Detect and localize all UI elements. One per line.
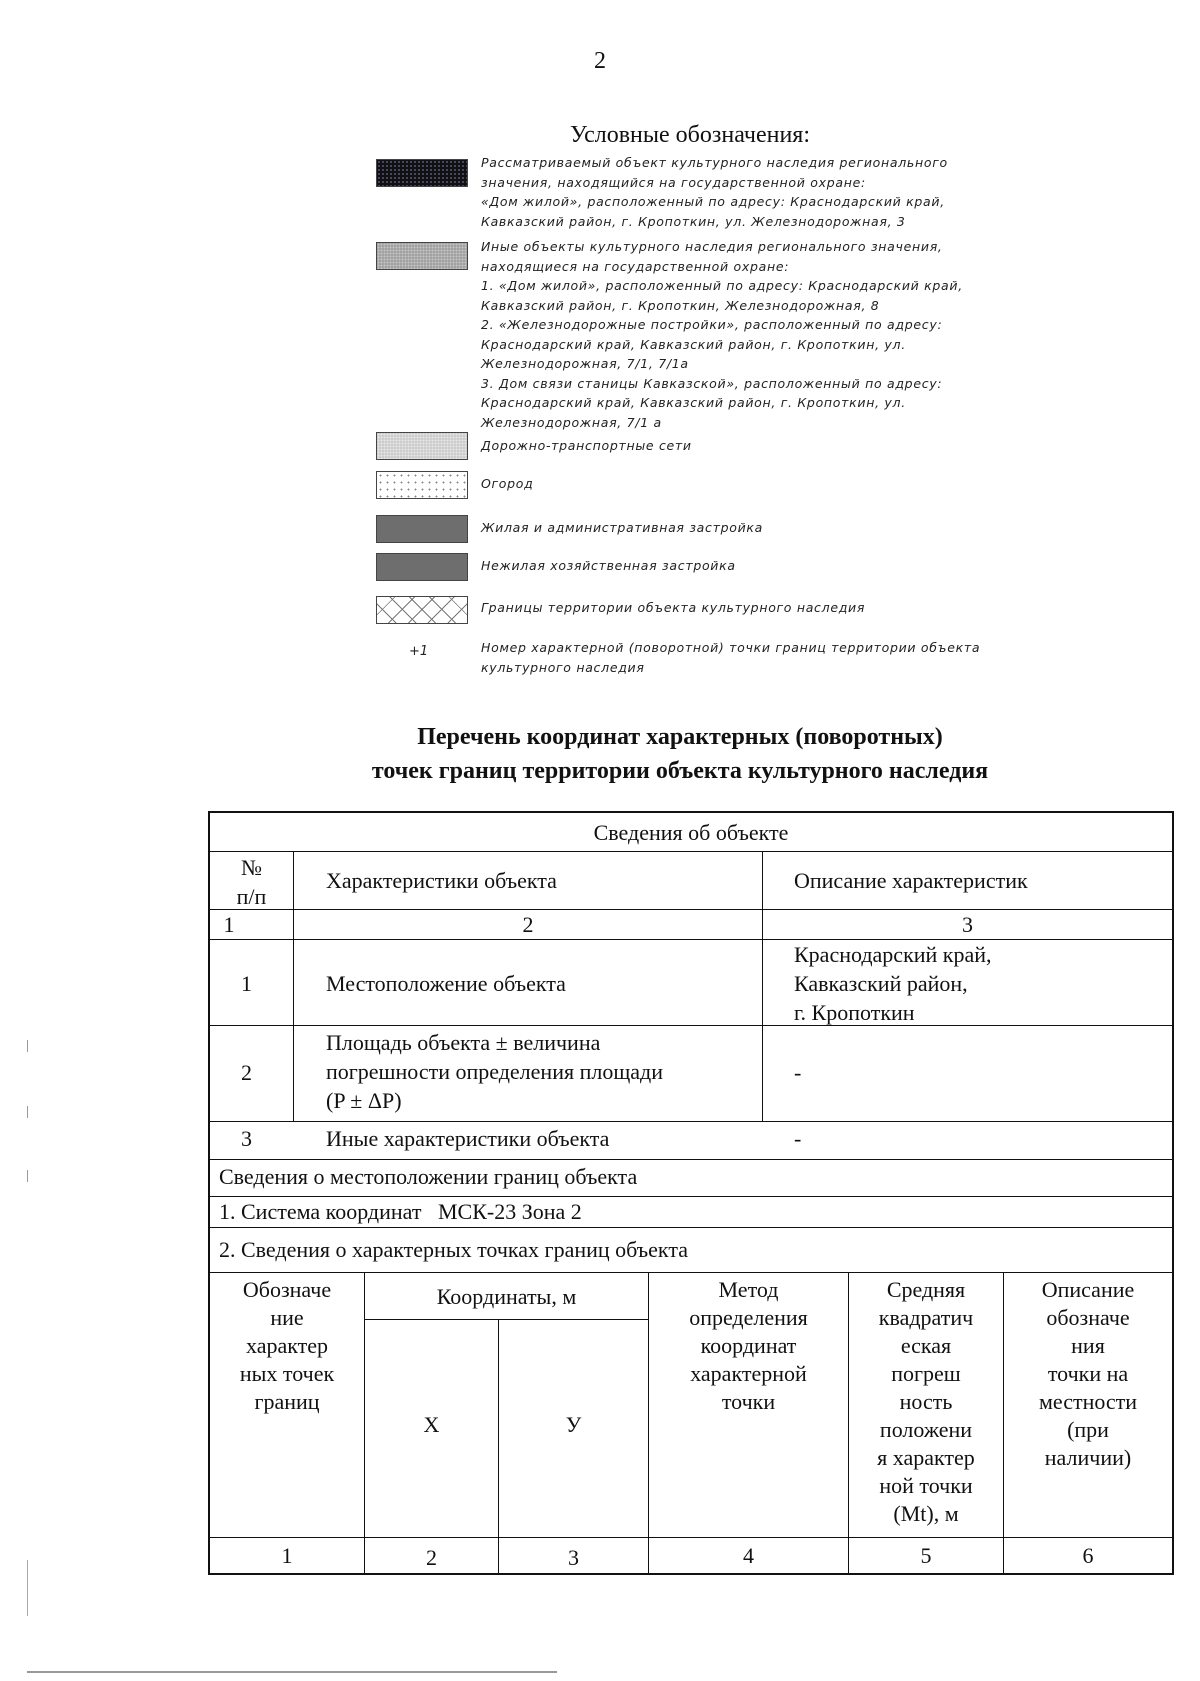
row-3-characteristic: Иные характеристики объекта — [326, 1126, 610, 1151]
legend-swatch-boundaries — [376, 596, 468, 624]
table-line — [208, 1159, 1174, 1160]
page-number: 2 — [594, 48, 606, 74]
table-line — [293, 851, 294, 1121]
points-header-method: Метод определения координат характерной точки — [689, 1277, 808, 1414]
col-number-3: 3 — [962, 912, 973, 937]
points-col-number-6: 6 — [1082, 1543, 1094, 1568]
row-1-characteristic: Местоположение объекта — [326, 971, 566, 996]
points-col-number-2: 2 — [426, 1545, 437, 1570]
row-2-description: - — [794, 1060, 802, 1085]
legend-text-boundaries: Границы территории объекта культурного наследия — [481, 600, 866, 615]
legend-swatch-residential — [376, 515, 468, 543]
legend-text-residential: Жилая и административная застройка — [481, 520, 764, 535]
scan-margin-mark — [27, 1560, 28, 1616]
legend-title: Условные обозначения: — [569, 122, 811, 148]
legend-swatch-roads — [376, 432, 468, 460]
scan-bottom-line — [27, 1671, 557, 1673]
table-line — [208, 1227, 1174, 1228]
row-3-description: - — [794, 1126, 802, 1151]
location-section: Сведения о местоположении границ объекта — [219, 1164, 638, 1189]
header-num: № п/п — [236, 855, 267, 909]
legend-text-object: Рассматриваемый объект культурного наследия регионального значения, находящийся на государственной охране: «Дом жилой», расположенный по адресу: Краснодарский край, Кавказский район, г. Кропоткин, ул. Железнодорожная, 3 — [481, 155, 948, 229]
points-col-number-3: 3 — [568, 1545, 579, 1570]
legend-swatch-garden — [376, 471, 468, 499]
heading-line-2: точек границ территории объекта культурного наследия — [371, 758, 989, 784]
table-line — [208, 1573, 1174, 1575]
points-header-coords: Координаты, м — [436, 1284, 577, 1309]
table-line — [208, 1121, 1174, 1122]
table-line — [498, 1319, 499, 1574]
table-title: Сведения об объекте — [593, 820, 789, 845]
coord-system: 1. Система координат МСК-23 Зона 2 — [219, 1199, 582, 1224]
heading-line-1: Перечень координат характерных (поворотных) — [417, 724, 943, 750]
header-description: Описание характеристик — [794, 868, 1028, 893]
row-1-num: 1 — [241, 971, 252, 996]
header-characteristics: Характеристики объекта — [326, 868, 557, 893]
coordinates-heading — [0, 720, 1200, 788]
legend-text-nonresidential: Нежилая хозяйственная застройка — [481, 558, 736, 573]
legend-text-other-objects: Иные объекты культурного наследия регионального значения, находящиеся на государственной охране: 1. «Дом жилой», расположенный по адресу: Краснодарский край, Кавказский район, г. Кропоткин, Железнодорожная, 8 2. «Железнодорожные постройки», расположенный по адресу: Краснодарский край, Кавказский район, г. Кропоткин, ул. Железнодорожная, 7/1, 7/1а 3. Дом связи станицы Кавказской», расположенный по адресу: Краснодарский край, Кавказский район, г. Кропоткин, ул. Железнодорожная, 7/1 а — [481, 239, 963, 430]
legend-text-point: Номер характерной (поворотной) точки границ территории объекта культурного наследия — [481, 640, 981, 675]
scan-margin-mark — [27, 1040, 28, 1052]
col-number-2: 2 — [522, 912, 534, 937]
table-line — [1172, 811, 1174, 1575]
points-header-x: X — [423, 1412, 440, 1437]
points-section: 2. Сведения о характерных точках границ объекта — [219, 1237, 688, 1262]
legend-text-garden: Огород — [481, 476, 534, 491]
point-marker-icon: +1 — [409, 644, 429, 659]
legend-swatch-other-objects — [376, 242, 468, 270]
legend-text-roads: Дорожно-транспортные сети — [481, 438, 692, 453]
row-3-num: 3 — [241, 1126, 252, 1151]
points-header-designation: Обозначе ние характер ных точек границ — [239, 1277, 335, 1414]
points-header-y: У — [565, 1412, 582, 1437]
scan-margin-mark — [27, 1106, 28, 1118]
points-col-number-1: 1 — [281, 1543, 293, 1568]
row-2-characteristic: Площадь объекта ± величина погрешности определения площади (P ± ΔP) — [326, 1030, 664, 1113]
legend-swatch-object — [376, 159, 468, 187]
points-col-number-5: 5 — [920, 1543, 932, 1568]
table-line — [208, 851, 1174, 852]
table-line — [364, 1319, 649, 1320]
table-line — [208, 811, 1174, 813]
col-number-1: 1 — [223, 912, 235, 937]
scan-margin-mark — [27, 1170, 28, 1182]
table-line — [208, 1537, 1174, 1538]
points-header-location-desc: Описание обозначе ния точки на местности (при наличии) — [1038, 1277, 1138, 1470]
points-col-number-4: 4 — [743, 1543, 754, 1568]
table-line — [208, 1272, 1174, 1273]
row-2-num: 2 — [241, 1060, 252, 1085]
points-header-error: Средняя квадратич еская погреш ность положени я характер ной точки (Mt), м — [877, 1277, 975, 1526]
legend-swatch-nonresidential — [376, 553, 468, 581]
row-1-description: Краснодарский край, Кавказский район, г. Кропоткин — [794, 942, 992, 1025]
table-line — [762, 851, 763, 1121]
